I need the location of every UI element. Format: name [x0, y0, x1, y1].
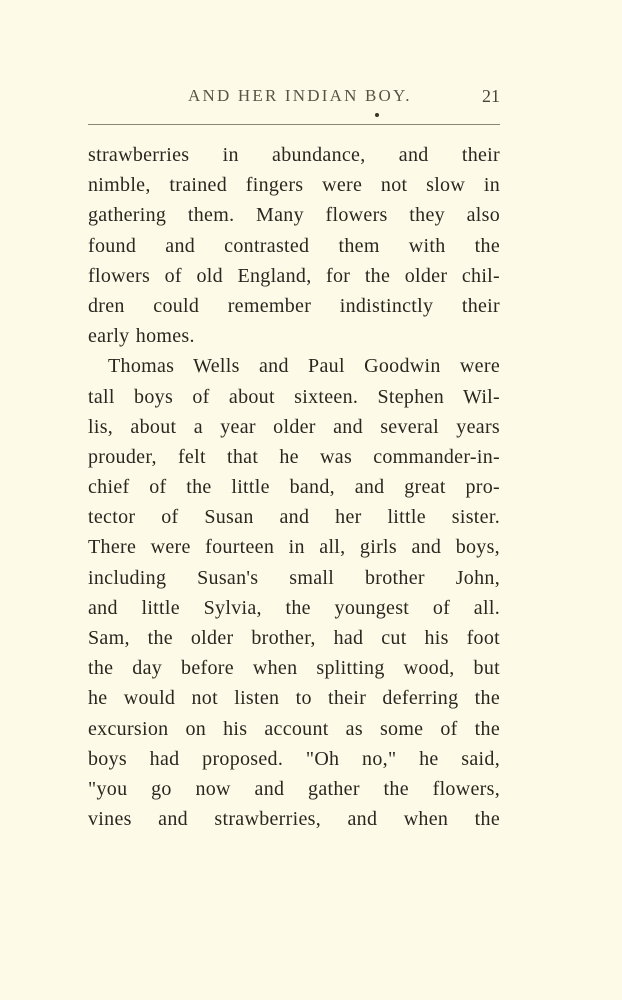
text-line: "you go now and gather the flowers,: [88, 777, 500, 800]
text-line: nimble, trained fingers were not slow in: [88, 174, 500, 197]
text-line: tall boys of about sixteen. Stephen Wil-: [88, 385, 500, 408]
running-head: [88, 86, 500, 108]
text-line: excursion on his account as some of the: [88, 717, 500, 740]
text-line: the day before when splitting wood, but: [88, 657, 500, 680]
text-line: found and contrasted them with the: [88, 234, 500, 257]
header-rule: [88, 124, 500, 125]
text-line: flowers of old England, for the older chil-: [88, 264, 500, 287]
paragraph-start-line: Thomas Wells and Paul Goodwin were: [108, 355, 500, 378]
body-text: [88, 140, 500, 834]
text-line: tector of Susan and her little sister.: [88, 506, 500, 529]
text-line: strawberries in abundance, and their: [88, 144, 500, 166]
text-line: There were fourteen in all, girls and boys,: [88, 536, 500, 559]
text-line: prouder, felt that he was commander-in-: [88, 445, 500, 468]
text-line: gathering them. Many flowers they also: [88, 204, 500, 227]
text-line: he would not listen to their deferring the: [88, 687, 500, 710]
text-line: boys had proposed. "Oh no," he said,: [88, 747, 500, 770]
running-title: AND HER INDIAN BOY.: [188, 86, 412, 105]
text-line: and little Sylvia, the youngest of all.: [88, 596, 500, 619]
text-line: dren could remember indistinctly their: [88, 294, 500, 317]
text-line: chief of the little band, and great pro-: [88, 476, 500, 499]
text-line: lis, about a year older and several years: [88, 415, 500, 438]
text-line: Sam, the older brother, had cut his foot: [88, 627, 500, 649]
page-number: 21: [482, 86, 500, 106]
ornament-dot: [375, 113, 379, 117]
paragraph-end-line: early homes.: [88, 325, 195, 348]
text-line: vines and strawberries, and when the: [88, 808, 500, 831]
text-line: including Susan's small brother John,: [88, 566, 500, 589]
